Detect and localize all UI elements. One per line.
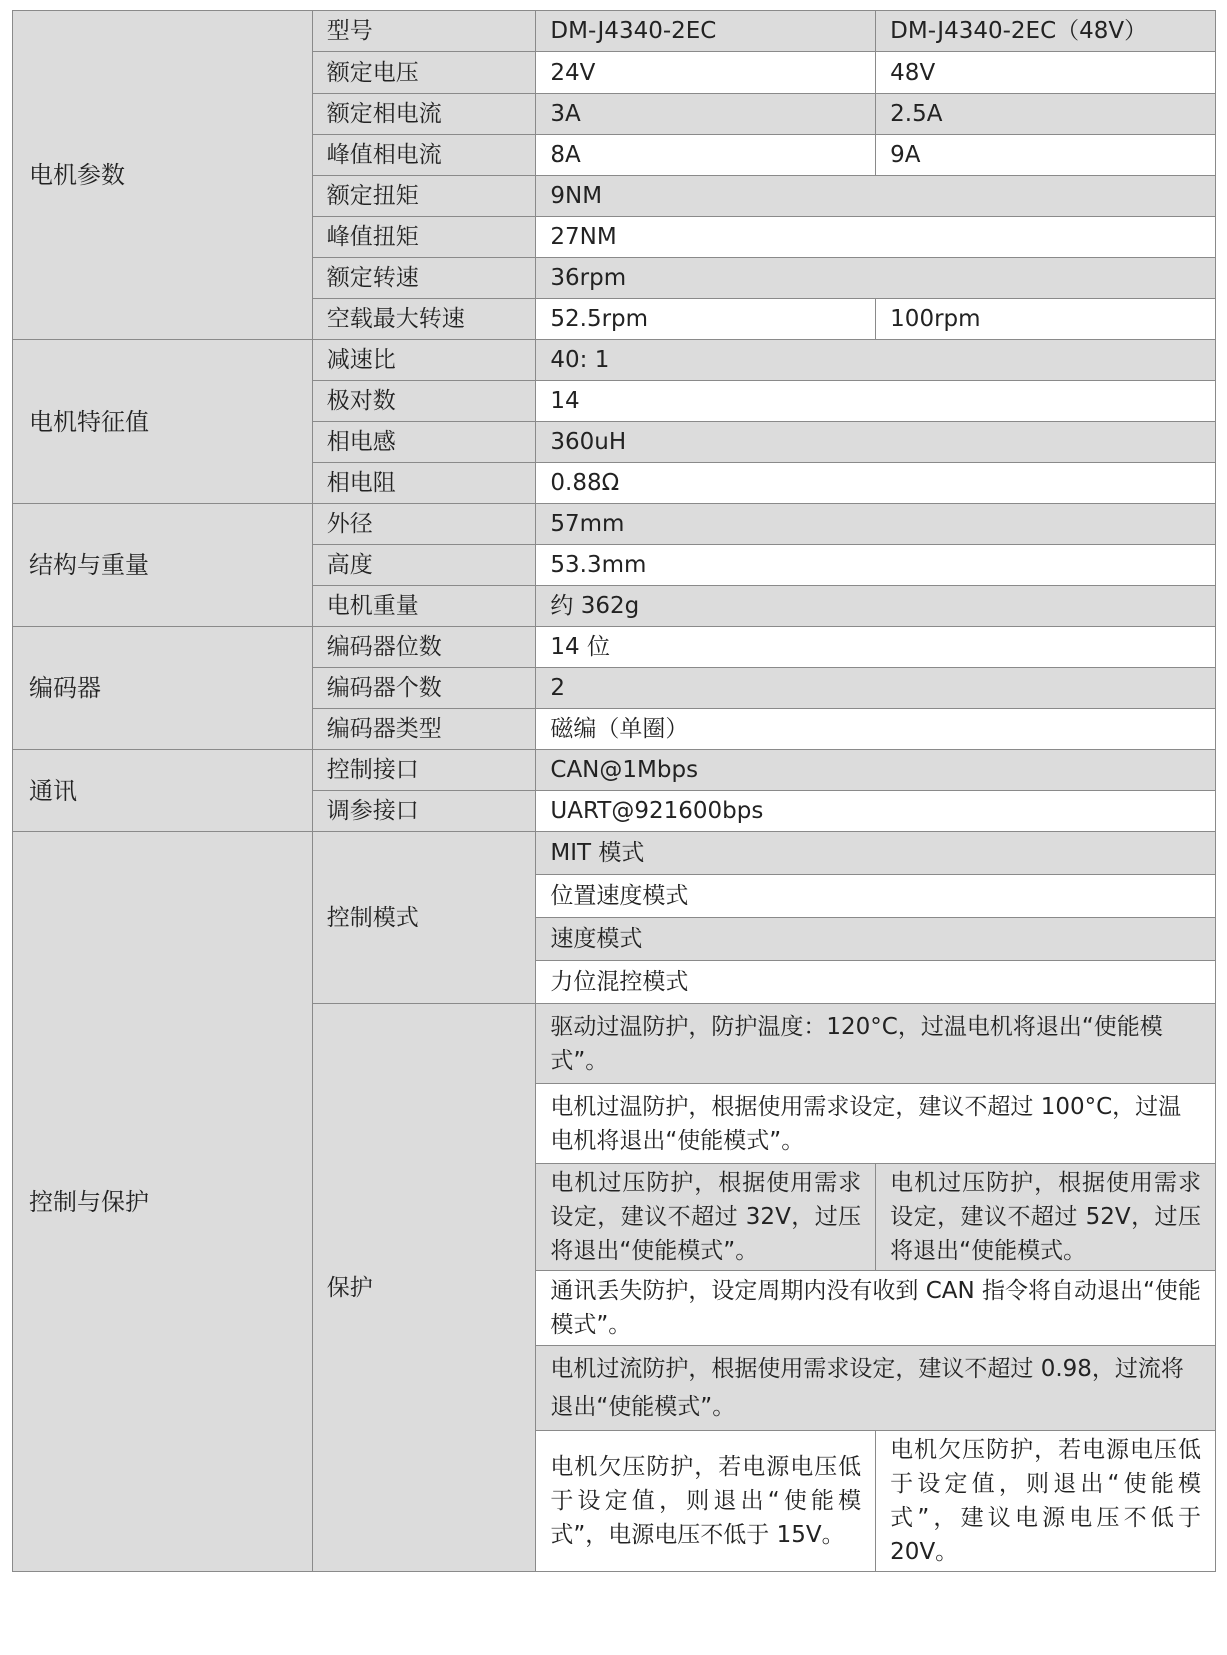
protection-overvoltage-b: 电机过压防护，根据使用需求设定，建议不超过 52V，过压将退出“使能模式。	[876, 1164, 1216, 1271]
table-row	[13, 340, 1216, 381]
protection-undervoltage-a: 电机欠压防护，若电源电压低于设定值，则退出“使能模式”，电源电压不低于 15V。	[536, 1431, 876, 1572]
control-mode-item: 力位混控模式	[536, 961, 1216, 1004]
row-label: 峰值扭矩	[312, 217, 536, 258]
value-b: 48V	[876, 52, 1216, 94]
value: 2	[536, 668, 1216, 709]
row-label: 编码器位数	[312, 627, 536, 668]
category-encoder: 编码器	[13, 627, 313, 750]
value-b: 100rpm	[876, 299, 1216, 340]
value: CAN@1Mbps	[536, 750, 1216, 791]
value: 36rpm	[536, 258, 1216, 299]
spec-table	[12, 10, 1216, 1572]
row-label: 相电阻	[312, 463, 536, 504]
row-label: 编码器类型	[312, 709, 536, 750]
protection-overcurrent: 电机过流防护，根据使用需求设定，建议不超过 0.98，过流将退出“使能模式”。	[536, 1346, 1216, 1431]
model-b: DM-J4340-2EC（48V）	[876, 11, 1216, 52]
table-row	[13, 504, 1216, 545]
category-motor-features: 电机特征值	[13, 340, 313, 504]
value: 9NM	[536, 176, 1216, 217]
row-label: 外径	[312, 504, 536, 545]
value: 磁编（单圈）	[536, 709, 1216, 750]
category-comm: 通讯	[13, 750, 313, 832]
value: 约 362g	[536, 586, 1216, 627]
value: 14	[536, 381, 1216, 422]
value: 40: 1	[536, 340, 1216, 381]
category-structure: 结构与重量	[13, 504, 313, 627]
protection-undervoltage-b: 电机欠压防护，若电源电压低于设定值，则退出“使能模式”，建议电源电压不低于 20V。	[876, 1431, 1216, 1572]
value: 57mm	[536, 504, 1216, 545]
row-label: 减速比	[312, 340, 536, 381]
row-label: 峰值相电流	[312, 135, 536, 176]
category-control: 控制与保护	[13, 832, 313, 1572]
row-label: 电机重量	[312, 586, 536, 627]
row-label: 额定电压	[312, 52, 536, 94]
row-label: 高度	[312, 545, 536, 586]
table-row	[13, 627, 1216, 668]
value-a: 52.5rpm	[536, 299, 876, 340]
row-label: 额定相电流	[312, 94, 536, 135]
control-mode-item: 速度模式	[536, 918, 1216, 961]
table-row	[13, 750, 1216, 791]
value: 0.88Ω	[536, 463, 1216, 504]
value-b: 9A	[876, 135, 1216, 176]
row-label: 额定扭矩	[312, 176, 536, 217]
table-row	[13, 832, 1216, 875]
row-label: 调参接口	[312, 791, 536, 832]
row-label: 空载最大转速	[312, 299, 536, 340]
protection-comm-loss: 通讯丢失防护，设定周期内没有收到 CAN 指令将自动退出“使能模式”。	[536, 1271, 1216, 1346]
table-row	[13, 11, 1216, 52]
row-label: 相电感	[312, 422, 536, 463]
control-mode-item: MIT 模式	[536, 832, 1216, 875]
row-label: 控制接口	[312, 750, 536, 791]
control-mode-item: 位置速度模式	[536, 875, 1216, 918]
value: UART@921600bps	[536, 791, 1216, 832]
model-a: DM-J4340-2EC	[536, 11, 876, 52]
row-label: 编码器个数	[312, 668, 536, 709]
row-label: 型号	[312, 11, 536, 52]
value-a: 8A	[536, 135, 876, 176]
protection-drive-overtemp: 驱动过温防护，防护温度：120°C，过温电机将退出“使能模式”。	[536, 1004, 1216, 1084]
protection-motor-overtemp: 电机过温防护，根据使用需求设定，建议不超过 100°C，过温电机将退出“使能模式”。	[536, 1084, 1216, 1164]
value: 14 位	[536, 627, 1216, 668]
value: 360uH	[536, 422, 1216, 463]
value: 27NM	[536, 217, 1216, 258]
control-modes-label: 控制模式	[312, 832, 536, 1004]
protection-label: 保护	[312, 1004, 536, 1572]
protection-overvoltage-a: 电机过压防护，根据使用需求设定，建议不超过 32V，过压将退出“使能模式”。	[536, 1164, 876, 1271]
value: 53.3mm	[536, 545, 1216, 586]
category-motor-params: 电机参数	[13, 11, 313, 340]
row-label: 极对数	[312, 381, 536, 422]
value-a: 24V	[536, 52, 876, 94]
row-label: 额定转速	[312, 258, 536, 299]
value-a: 3A	[536, 94, 876, 135]
value-b: 2.5A	[876, 94, 1216, 135]
